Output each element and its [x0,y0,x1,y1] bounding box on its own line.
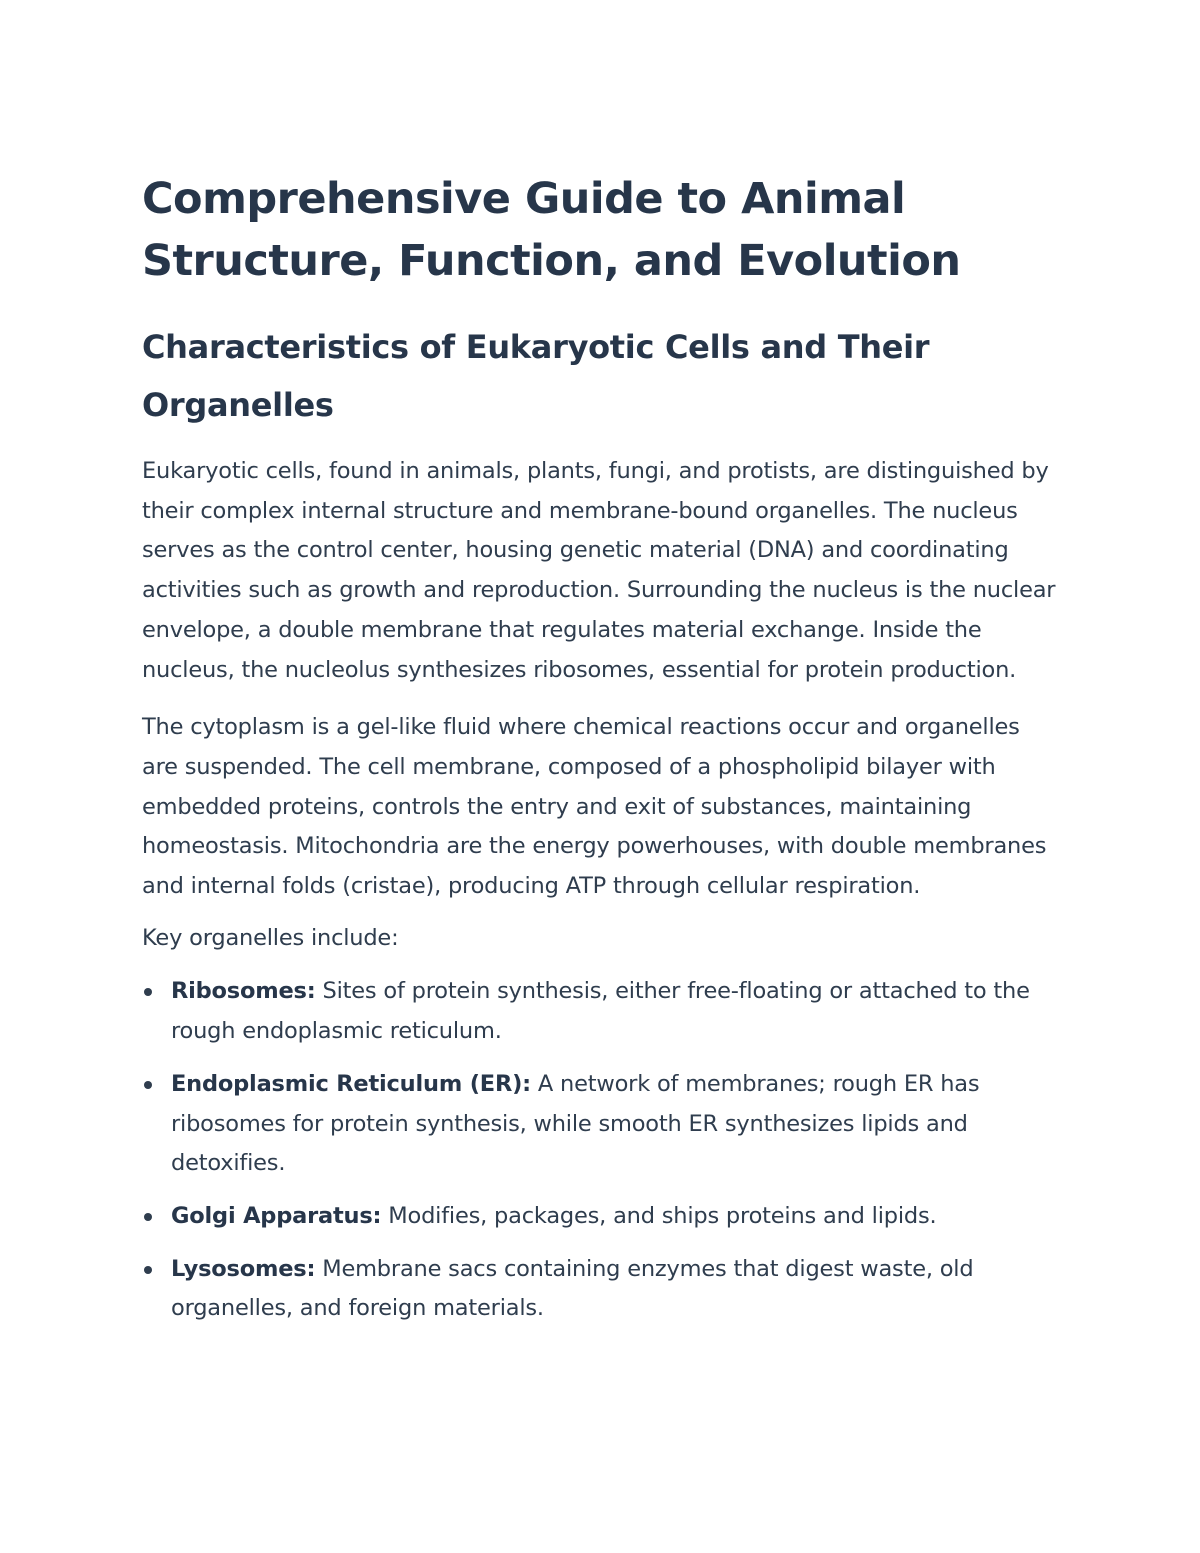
list-item-term: Lysosomes: [171,1255,316,1282]
bullet-icon [144,1213,152,1221]
list-item [142,972,1062,1051]
list-item [142,1065,1062,1184]
bullet-icon [144,1266,152,1274]
list-item [142,1250,1062,1329]
list-intro: Key organelles include: [142,924,399,951]
list-item-term: Ribosomes: [171,978,316,1005]
document-page [142,168,1062,1342]
list-item-description: A network of membranes; rough ER has ribosomes for protein synthesis, while smooth ER synthesizes lipids and detoxifies. [171,1070,980,1177]
paragraph-eukaryotic-cells: Eukaryotic cells, found in animals, plants, fungi, and protists, are distinguished by their complex internal structure and membrane-bound organelles. The nucleus serves as the control center, housing genetic material (DNA) and coordinating activities such as growth and reproduction. Surrounding the nucleus is the nuclear envelope, a double membrane that regulates material exchange. Inside the nucleus, the nucleolus synthesizes ribosomes, essential for protein production. [142,458,1056,683]
bullet-icon [144,1081,152,1089]
list-item-description: Sites of protein synthesis, either free-floating or attached to the rough endoplasmic reticulum. [171,978,1030,1045]
list-item-description: Modifies, packages, and ships proteins and lipids. [381,1202,937,1229]
document-title: Comprehensive Guide to Animal Structure, Function, and Evolution [142,174,961,286]
list-item-term: Golgi Apparatus: [171,1202,382,1229]
list-item-description: Membrane sacs containing enzymes that digest waste, old organelles, and foreign materials. [171,1255,974,1322]
list-item [142,1197,1062,1237]
paragraph-cytoplasm: The cytoplasm is a gel-like fluid where chemical reactions occur and organelles are suspended. The cell membrane, composed of a phospholipid bilayer with embedded proteins, controls the entry and exit of substances, maintaining homeostasis. Mitochondria are the energy powerhouses, with double membranes and internal folds (cristae), producing ATP through cellular respiration. [142,714,1047,900]
list-item-term: Endoplasmic Reticulum (ER): [171,1070,531,1097]
organelle-list [142,972,1062,1329]
bullet-icon [144,988,152,996]
section-heading: Characteristics of Eukaryotic Cells and Their Organelles [142,328,930,424]
